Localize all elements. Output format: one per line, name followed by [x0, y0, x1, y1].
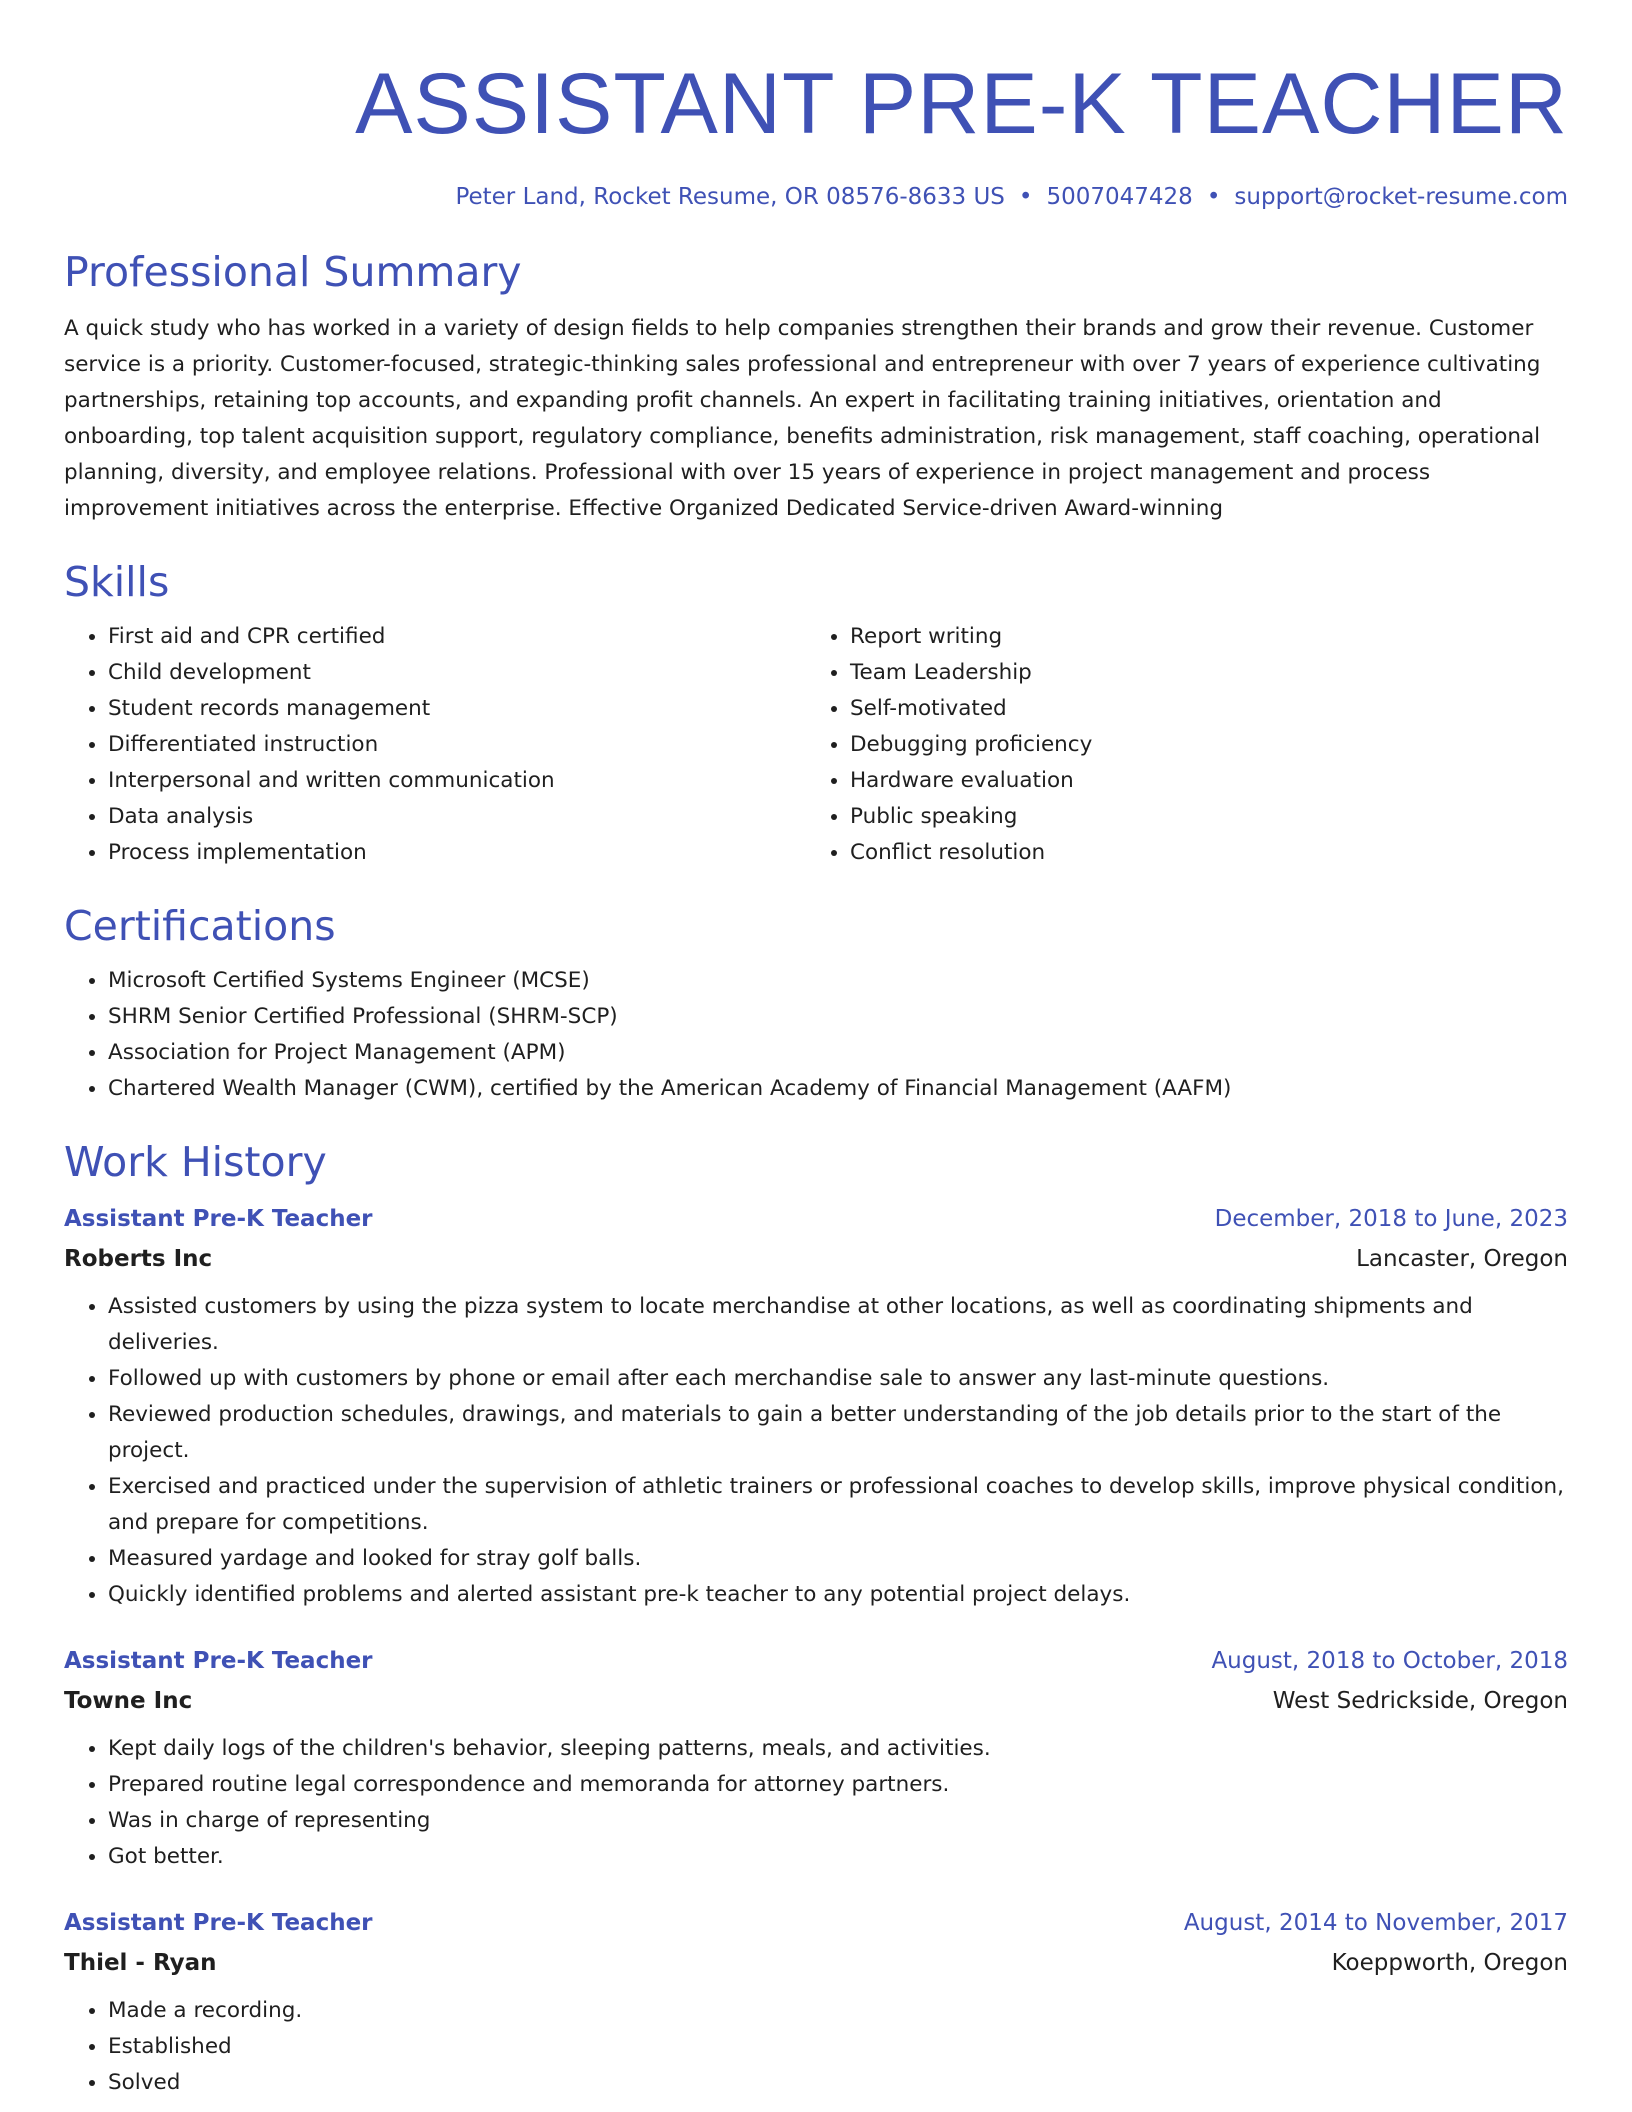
job-duty: • Made a recording. — [108, 1993, 1568, 2029]
skill-item: • Process implementation — [108, 835, 806, 871]
skill-item: • Hardware evaluation — [850, 763, 1548, 799]
job-company: Thiel - Ryan — [64, 1950, 217, 1976]
job-duty: • Kept daily logs of the children's behavior, sleeping patterns, meals, and activities. — [108, 1731, 1568, 1767]
certifications-list — [64, 963, 1568, 1107]
job-entry — [64, 1641, 1568, 1875]
job-duty: • Prepared routine legal correspondence and memoranda for attorney partners. — [108, 1767, 1568, 1803]
certification-item: • Microsoft Certified Systems Engineer (MCSE) — [108, 963, 1568, 999]
contact-phone: 5007047428 — [1046, 184, 1193, 210]
skill-item: • Student records management — [108, 691, 806, 727]
certification-item: • SHRM Senior Certified Professional (SHRM-SCP) — [108, 999, 1568, 1035]
contact-separator: • — [1206, 184, 1221, 210]
skill-item: • Interpersonal and written communication — [108, 763, 806, 799]
job-entry — [64, 1199, 1568, 1613]
certification-item: • Association for Project Management (APM) — [108, 1035, 1568, 1071]
job-duty: • Established — [108, 2029, 1568, 2065]
job-subheader — [64, 1239, 1568, 1279]
job-location: West Sedrickside, Oregon — [1272, 1688, 1568, 1714]
skill-item: • Self-motivated — [850, 691, 1548, 727]
job-header — [64, 1641, 1568, 1681]
skill-item: • Child development — [108, 655, 806, 691]
job-entry — [64, 1903, 1568, 2101]
job-title: Assistant Pre-K Teacher — [64, 1910, 373, 1936]
job-duty: • Reviewed production schedules, drawings, and materials to gain a better understanding of the job details prior to the start of the project. — [108, 1397, 1568, 1469]
job-dates: August, 2014 to November, 2017 — [1183, 1910, 1568, 1936]
job-subheader — [64, 1681, 1568, 1721]
skill-item: • Debugging proficiency — [850, 727, 1548, 763]
summary-text: A quick study who has worked in a variety of design fields to help companies strengthen their brands and grow their revenue. Customer service is a priority. Customer-focused, strategic-thinking sales professional and entrepreneur with over 7 years of experience cultivating partnerships, retaining top accounts, and expanding profit channels. An expert in facilitating training initiatives, orientation and onboarding, top talent acquisition support, regulatory compliance, benefits administration, risk management, staff coaching, operational planning, diversity, and employee relations. Professional with over 15 years of experience in project management and process improvement initiatives across the enterprise. Effective Organized Dedicated Service-driven Award-winning — [64, 316, 1541, 521]
skill-item: • Report writing — [850, 619, 1548, 655]
skill-item: • First aid and CPR certified — [108, 619, 806, 655]
job-header — [64, 1199, 1568, 1239]
job-header — [64, 1903, 1568, 1943]
job-duty: • Was in charge of representing — [108, 1803, 1568, 1839]
job-duty: • Assisted customers by using the pizza system to locate merchandise at other locations, as well as coordinating shipments and deliveries. — [108, 1289, 1568, 1361]
job-location: Lancaster, Oregon — [1356, 1246, 1568, 1272]
job-dates: December, 2018 to June, 2023 — [1214, 1206, 1568, 1232]
job-duties-list — [64, 1289, 1568, 1613]
job-duties-list — [64, 1731, 1568, 1875]
certification-item: • Chartered Wealth Manager (CWM), certified by the American Academy of Financial Management (AAFM) — [108, 1071, 1568, 1107]
skill-item: • Public speaking — [850, 799, 1548, 835]
work-history-heading: Work History — [64, 1138, 327, 1186]
job-title: Assistant Pre-K Teacher — [64, 1648, 373, 1674]
job-location: Koeppworth, Oregon — [1331, 1950, 1568, 1976]
job-duty: • Measured yardage and looked for stray golf balls. — [108, 1541, 1568, 1577]
job-subheader — [64, 1943, 1568, 1983]
skills-column-left — [64, 619, 806, 871]
job-duty: • Got better. — [108, 1839, 1568, 1875]
job-duty: • Quickly identified problems and alerted assistant pre-k teacher to any potential project delays. — [108, 1577, 1568, 1613]
job-duty: • Solved — [108, 2065, 1568, 2101]
skill-item: • Differentiated instruction — [108, 727, 806, 763]
job-duty: • Exercised and practiced under the supervision of athletic trainers or professional coaches to develop skills, improve physical condition, and prepare for competitions. — [108, 1469, 1568, 1541]
job-title: Assistant Pre-K Teacher — [64, 1206, 373, 1232]
skills-heading: Skills — [64, 558, 170, 606]
skill-item: • Data analysis — [108, 799, 806, 835]
contact-separator: • — [1018, 184, 1033, 210]
resume-page — [64, 0, 1568, 2101]
certifications-heading: Certifications — [64, 902, 336, 950]
skills-right-list — [806, 619, 1548, 871]
job-company: Towne Inc — [64, 1688, 193, 1714]
resume-title: ASSISTANT PRE-K TEACHER — [355, 56, 1568, 152]
contact-email: support@rocket-resume.com — [1234, 184, 1568, 210]
skill-item: • Conflict resolution — [850, 835, 1548, 871]
skill-item: • Team Leadership — [850, 655, 1548, 691]
contact-address: Peter Land, Rocket Resume, OR 08576-8633 US — [455, 184, 1005, 210]
job-company: Roberts Inc — [64, 1246, 213, 1272]
contact-line — [64, 181, 1568, 213]
job-duty: • Followed up with customers by phone or email after each merchandise sale to answer any last-minute questions. — [108, 1361, 1568, 1397]
skills-left-list — [64, 619, 806, 871]
skills-list — [64, 619, 1568, 871]
skills-column-right — [806, 619, 1548, 871]
summary-heading: Professional Summary — [64, 248, 522, 296]
job-dates: August, 2018 to October, 2018 — [1211, 1648, 1568, 1674]
job-duties-list — [64, 1993, 1568, 2101]
